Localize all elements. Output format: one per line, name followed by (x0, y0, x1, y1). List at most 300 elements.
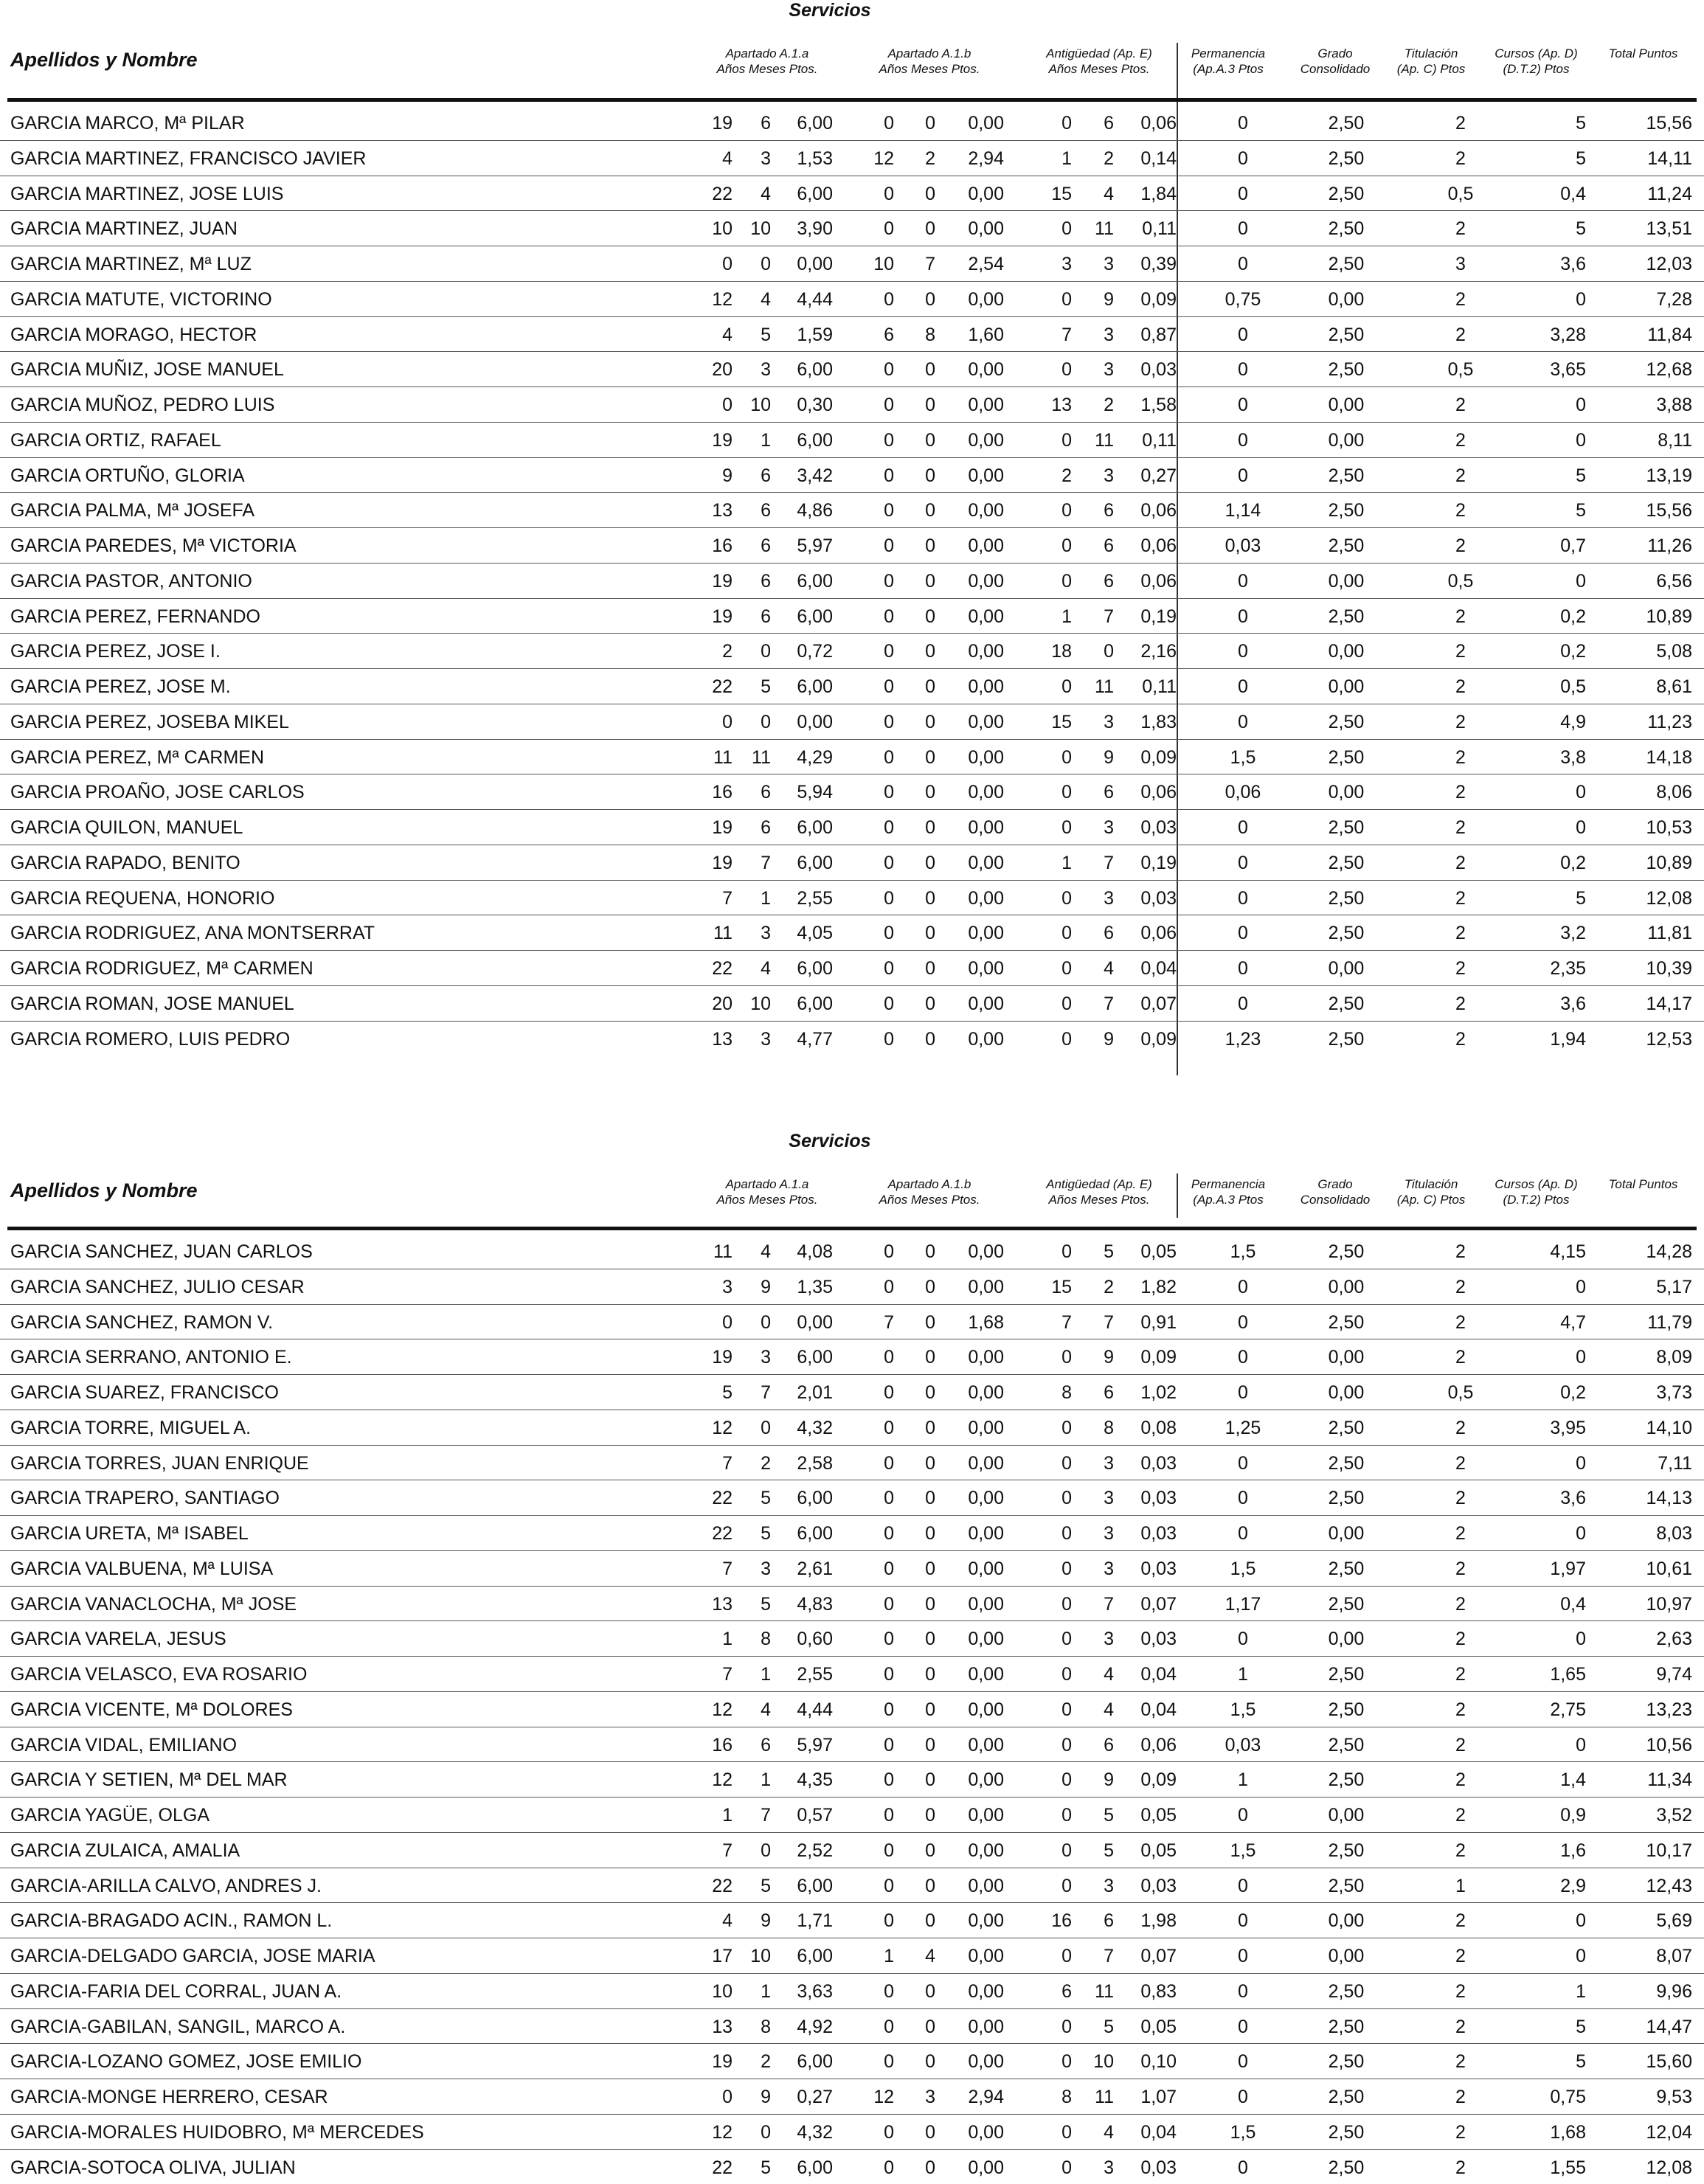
cell-a1b-ptos: 0,00 (944, 852, 1004, 874)
cell-total: 12,68 (1623, 358, 1692, 381)
cell-cursos: 4,9 (1520, 711, 1586, 733)
cell-antig-meses: 3 (1081, 1628, 1114, 1650)
cell-antig-meses: 8 (1081, 1417, 1114, 1439)
cell-permanencia: 0 (1210, 148, 1276, 170)
cell-name: GARCIA-LOZANO GOMEZ, JOSE EMILIO (10, 2050, 361, 2073)
cell-permanencia: 1 (1210, 1663, 1276, 1685)
cell-a1a-anos: 20 (701, 358, 732, 381)
cell-grado: 2,50 (1309, 535, 1383, 557)
cell-cursos: 0 (1520, 429, 1586, 451)
cell-antig-ptos: 0,03 (1121, 358, 1177, 381)
table-row (0, 1691, 1704, 1727)
cell-a1a-meses: 2 (741, 2050, 771, 2073)
cell-antig-anos: 0 (1040, 358, 1072, 381)
cell-permanencia: 0,03 (1210, 535, 1276, 557)
cell-name: GARCIA MUÑIZ, JOSE MANUEL (10, 358, 284, 381)
cell-a1b-meses: 0 (904, 1558, 935, 1580)
cell-titulacion: 2 (1438, 2157, 1483, 2179)
cell-a1b-ptos: 0,00 (944, 288, 1004, 311)
cell-antig-meses: 3 (1081, 817, 1114, 839)
cell-a1b-anos: 10 (863, 253, 894, 275)
cell-a1b-ptos: 0,00 (944, 2016, 1004, 2038)
cell-total: 14,17 (1623, 993, 1692, 1015)
cell-grado: 2,50 (1309, 499, 1383, 521)
cell-a1b-anos: 0 (863, 781, 894, 803)
table-row (0, 1234, 1704, 1269)
data-rows (0, 105, 1704, 1055)
cell-total: 7,11 (1623, 1452, 1692, 1474)
cell-titulacion: 2 (1438, 1699, 1483, 1721)
cell-titulacion: 1 (1438, 1875, 1483, 1897)
cell-antig-anos: 3 (1040, 253, 1072, 275)
cell-a1b-meses: 0 (904, 887, 935, 909)
cell-antig-ptos: 0,07 (1121, 1593, 1177, 1615)
header-rule (7, 98, 1697, 102)
cell-cursos: 2,75 (1520, 1699, 1586, 1721)
cell-a1b-anos: 0 (863, 1628, 894, 1650)
cell-permanencia: 0 (1210, 394, 1276, 416)
cell-total: 10,61 (1623, 1558, 1692, 1580)
cell-antig-meses: 4 (1081, 2121, 1114, 2143)
cell-cursos: 0 (1520, 817, 1586, 839)
cell-grado: 2,50 (1309, 218, 1383, 240)
cell-total: 10,17 (1623, 1840, 1692, 1862)
cell-a1b-meses: 0 (904, 957, 935, 980)
cell-a1a-meses: 4 (741, 957, 771, 980)
cell-grado: 2,50 (1309, 112, 1383, 134)
cell-titulacion: 2 (1438, 1346, 1483, 1368)
header-grado: Grado Consolidado (1287, 46, 1383, 77)
cell-antig-meses: 11 (1081, 676, 1114, 698)
cell-titulacion: 2 (1438, 1945, 1483, 1967)
cell-a1a-meses: 9 (741, 2086, 771, 2108)
cell-a1b-meses: 0 (904, 1628, 935, 1650)
cell-a1a-meses: 6 (741, 781, 771, 803)
cell-titulacion: 2 (1438, 1769, 1483, 1791)
cell-a1a-ptos: 3,90 (782, 218, 833, 240)
cell-antig-meses: 7 (1081, 993, 1114, 1015)
cell-a1b-ptos: 0,00 (944, 358, 1004, 381)
table-row (0, 1269, 1704, 1304)
cell-a1b-meses: 0 (904, 1734, 935, 1756)
table-row (0, 1832, 1704, 1868)
cell-antig-ptos: 0,06 (1121, 499, 1177, 521)
cell-a1b-meses: 0 (904, 429, 935, 451)
cell-antig-ptos: 0,05 (1121, 1804, 1177, 1826)
cell-titulacion: 2 (1438, 2121, 1483, 2143)
cell-name: GARCIA-MONGE HERRERO, CESAR (10, 2086, 328, 2108)
cell-a1a-meses: 7 (741, 1382, 771, 1404)
cell-permanencia: 0 (1210, 1945, 1276, 1967)
header-name: Apellidos y Nombre (10, 1179, 198, 1202)
cell-antig-ptos: 0,03 (1121, 1487, 1177, 1509)
header-titulacion: Titulación (Ap. C) Ptos (1387, 46, 1475, 77)
cell-antig-ptos: 0,07 (1121, 993, 1177, 1015)
cell-a1a-meses: 3 (741, 358, 771, 381)
cell-a1a-ptos: 6,00 (782, 2157, 833, 2179)
cell-antig-meses: 3 (1081, 253, 1114, 275)
cell-grado: 2,50 (1309, 1980, 1383, 2003)
cell-a1a-meses: 5 (741, 324, 771, 346)
cell-a1b-meses: 0 (904, 746, 935, 769)
cell-name: GARCIA RAPADO, BENITO (10, 852, 240, 874)
cell-a1a-ptos: 6,00 (782, 993, 833, 1015)
cell-name: GARCIA TORRE, MIGUEL A. (10, 1417, 251, 1439)
cell-a1b-ptos: 0,00 (944, 1522, 1004, 1545)
cell-name: GARCIA SANCHEZ, JULIO CESAR (10, 1276, 305, 1298)
cell-cursos: 0 (1520, 1910, 1586, 1932)
cell-antig-anos: 7 (1040, 324, 1072, 346)
cell-a1b-anos: 0 (863, 394, 894, 416)
cell-a1a-anos: 19 (701, 570, 732, 592)
cell-antig-meses: 6 (1081, 1382, 1114, 1404)
cell-cursos: 0 (1520, 394, 1586, 416)
cell-permanencia: 0 (1210, 993, 1276, 1015)
cell-antig-ptos: 0,06 (1121, 570, 1177, 592)
cell-a1a-ptos: 6,00 (782, 676, 833, 698)
cell-a1a-ptos: 2,55 (782, 887, 833, 909)
cell-a1b-meses: 0 (904, 394, 935, 416)
cell-a1a-anos: 9 (701, 465, 732, 487)
cell-total: 8,06 (1623, 781, 1692, 803)
table-row (0, 563, 1704, 598)
table-row (0, 1797, 1704, 1832)
cell-a1a-ptos: 6,00 (782, 852, 833, 874)
cell-a1b-meses: 0 (904, 535, 935, 557)
cell-a1a-meses: 1 (741, 429, 771, 451)
cell-grado: 0,00 (1309, 1945, 1383, 1967)
cell-a1b-ptos: 0,00 (944, 183, 1004, 205)
cell-name: GARCIA MARTINEZ, FRANCISCO JAVIER (10, 148, 366, 170)
cell-total: 6,56 (1623, 570, 1692, 592)
cell-cursos: 0,2 (1520, 852, 1586, 874)
cell-total: 10,89 (1623, 852, 1692, 874)
header-total: Total Puntos (1593, 1176, 1693, 1192)
cell-titulacion: 2 (1438, 1241, 1483, 1263)
cell-grado: 2,50 (1309, 2050, 1383, 2073)
cell-name: GARCIA MATUTE, VICTORINO (10, 288, 272, 311)
cell-a1b-anos: 0 (863, 1028, 894, 1050)
cell-titulacion: 2 (1438, 781, 1483, 803)
cell-a1b-ptos: 0,00 (944, 1382, 1004, 1404)
cell-a1b-meses: 0 (904, 2050, 935, 2073)
cell-a1b-ptos: 0,00 (944, 1276, 1004, 1298)
cell-a1b-meses: 0 (904, 2157, 935, 2179)
cell-total: 5,08 (1623, 640, 1692, 662)
cell-a1a-meses: 6 (741, 112, 771, 134)
cell-a1b-meses: 0 (904, 499, 935, 521)
cell-a1b-anos: 0 (863, 1452, 894, 1474)
cell-a1b-meses: 0 (904, 2016, 935, 2038)
cell-a1a-anos: 2 (701, 640, 732, 662)
cell-antig-ptos: 1,83 (1121, 711, 1177, 733)
cell-titulacion: 2 (1438, 288, 1483, 311)
cell-a1a-ptos: 4,08 (782, 1241, 833, 1263)
cell-total: 12,08 (1623, 887, 1692, 909)
column-separator (1177, 1174, 1178, 1218)
cell-antig-meses: 9 (1081, 288, 1114, 311)
cell-a1b-ptos: 0,00 (944, 606, 1004, 628)
section-title: Servicios (0, 0, 1660, 21)
cell-a1a-ptos: 0,00 (782, 1311, 833, 1334)
cell-a1a-ptos: 0,00 (782, 711, 833, 733)
cell-titulacion: 2 (1438, 1558, 1483, 1580)
cell-antig-meses: 5 (1081, 2016, 1114, 2038)
cell-a1a-ptos: 6,00 (782, 1945, 833, 1967)
cell-a1a-anos: 3 (701, 1276, 732, 1298)
cell-cursos: 3,65 (1520, 358, 1586, 381)
cell-total: 8,09 (1623, 1346, 1692, 1368)
cell-a1b-anos: 0 (863, 852, 894, 874)
cell-antig-anos: 0 (1040, 1593, 1072, 1615)
cell-cursos: 0 (1520, 1734, 1586, 1756)
cell-a1a-ptos: 6,00 (782, 1346, 833, 1368)
cell-cursos: 5 (1520, 465, 1586, 487)
cell-grado: 0,00 (1309, 676, 1383, 698)
cell-total: 5,69 (1623, 1910, 1692, 1932)
cell-a1b-ptos: 0,00 (944, 1628, 1004, 1650)
cell-antig-meses: 7 (1081, 852, 1114, 874)
cell-a1a-meses: 7 (741, 1804, 771, 1826)
cell-titulacion: 2 (1438, 711, 1483, 733)
cell-permanencia: 0 (1210, 2086, 1276, 2108)
cell-a1b-anos: 0 (863, 1804, 894, 1826)
cell-permanencia: 0 (1210, 1487, 1276, 1509)
cell-antig-ptos: 0,03 (1121, 887, 1177, 909)
cell-antig-meses: 9 (1081, 1346, 1114, 1368)
cell-a1a-anos: 22 (701, 2157, 732, 2179)
cell-grado: 2,50 (1309, 1558, 1383, 1580)
cell-antig-meses: 6 (1081, 535, 1114, 557)
cell-grado: 2,50 (1309, 1593, 1383, 1615)
cell-a1b-ptos: 0,00 (944, 429, 1004, 451)
cell-antig-anos: 0 (1040, 570, 1072, 592)
cell-antig-meses: 4 (1081, 1663, 1114, 1685)
cell-antig-meses: 5 (1081, 1804, 1114, 1826)
cell-total: 11,84 (1623, 324, 1692, 346)
cell-a1a-anos: 10 (701, 218, 732, 240)
cell-a1b-ptos: 0,00 (944, 1910, 1004, 1932)
cell-antig-ptos: 0,04 (1121, 1663, 1177, 1685)
cell-name: GARCIA MARTINEZ, JUAN (10, 218, 238, 240)
cell-a1b-ptos: 2,54 (944, 253, 1004, 275)
cell-total: 8,11 (1623, 429, 1692, 451)
cell-name: GARCIA MARTINEZ, JOSE LUIS (10, 183, 283, 205)
cell-a1b-anos: 1 (863, 1945, 894, 1967)
cell-antig-anos: 0 (1040, 2050, 1072, 2073)
cell-a1b-anos: 0 (863, 1734, 894, 1756)
cell-antig-anos: 15 (1040, 183, 1072, 205)
cell-grado: 2,50 (1309, 1699, 1383, 1721)
cell-cursos: 5 (1520, 112, 1586, 134)
cell-antig-meses: 3 (1081, 887, 1114, 909)
cell-titulacion: 0,5 (1438, 570, 1483, 592)
cell-a1b-anos: 0 (863, 1593, 894, 1615)
cell-a1b-ptos: 0,00 (944, 2157, 1004, 2179)
cell-a1a-ptos: 0,72 (782, 640, 833, 662)
cell-grado: 2,50 (1309, 852, 1383, 874)
cell-titulacion: 2 (1438, 1417, 1483, 1439)
cell-permanencia: 0 (1210, 606, 1276, 628)
cell-a1a-meses: 1 (741, 887, 771, 909)
cell-permanencia: 0 (1210, 112, 1276, 134)
cell-grado: 0,00 (1309, 570, 1383, 592)
cell-a1b-anos: 0 (863, 218, 894, 240)
cell-permanencia: 1,5 (1210, 1699, 1276, 1721)
cell-grado: 2,50 (1309, 1734, 1383, 1756)
cell-antig-anos: 0 (1040, 781, 1072, 803)
cell-a1b-meses: 0 (904, 852, 935, 874)
cell-a1a-ptos: 6,00 (782, 183, 833, 205)
cell-total: 13,23 (1623, 1699, 1692, 1721)
cell-cursos: 1,55 (1520, 2157, 1586, 2179)
cell-cursos: 5 (1520, 2050, 1586, 2073)
cell-a1b-ptos: 0,00 (944, 887, 1004, 909)
cell-permanencia: 1,17 (1210, 1593, 1276, 1615)
cell-a1b-anos: 0 (863, 1522, 894, 1545)
header-permanencia: Permanencia (Ap.A.3 Ptos (1184, 46, 1272, 77)
cell-a1b-ptos: 0,00 (944, 1346, 1004, 1368)
cell-a1a-anos: 13 (701, 1028, 732, 1050)
cell-permanencia: 0,75 (1210, 288, 1276, 311)
cell-name: GARCIA Y SETIEN, Mª DEL MAR (10, 1769, 288, 1791)
cell-a1a-meses: 0 (741, 2121, 771, 2143)
cell-antig-ptos: 1,98 (1121, 1910, 1177, 1932)
cell-total: 14,10 (1623, 1417, 1692, 1439)
cell-titulacion: 2 (1438, 1910, 1483, 1932)
cell-a1a-ptos: 4,44 (782, 288, 833, 311)
header-total: Total Puntos (1593, 46, 1693, 61)
header-permanencia: Permanencia (Ap.A.3 Ptos (1184, 1176, 1272, 1207)
table-row (0, 422, 1704, 457)
cell-total: 11,26 (1623, 535, 1692, 557)
cell-a1b-anos: 0 (863, 606, 894, 628)
cell-a1a-ptos: 2,52 (782, 1840, 833, 1862)
cell-titulacion: 2 (1438, 1522, 1483, 1545)
table-row (0, 2008, 1704, 2044)
cell-name: GARCIA PASTOR, ANTONIO (10, 570, 252, 592)
cell-name: GARCIA YAGÜE, OLGA (10, 1804, 209, 1826)
cell-a1a-anos: 12 (701, 1417, 732, 1439)
cell-a1a-ptos: 1,35 (782, 1276, 833, 1298)
cell-a1a-meses: 8 (741, 2016, 771, 2038)
cell-permanencia: 1,23 (1210, 1028, 1276, 1050)
cell-a1a-ptos: 1,59 (782, 324, 833, 346)
cell-titulacion: 2 (1438, 852, 1483, 874)
cell-cursos: 0 (1520, 1346, 1586, 1368)
cell-a1b-anos: 0 (863, 817, 894, 839)
cell-name: GARCIA VELASCO, EVA ROSARIO (10, 1663, 307, 1685)
cell-name: GARCIA PEREZ, JOSE M. (10, 676, 231, 698)
cell-a1a-ptos: 1,53 (782, 148, 833, 170)
table-row (0, 1304, 1704, 1339)
header-titulacion: Titulación (Ap. C) Ptos (1387, 1176, 1475, 1207)
cell-a1b-anos: 0 (863, 746, 894, 769)
cell-a1a-anos: 0 (701, 711, 732, 733)
cell-titulacion: 2 (1438, 2016, 1483, 2038)
cell-a1b-ptos: 0,00 (944, 1558, 1004, 1580)
cell-a1b-meses: 0 (904, 922, 935, 944)
cell-antig-meses: 3 (1081, 2157, 1114, 2179)
cell-permanencia: 0 (1210, 570, 1276, 592)
cell-a1a-meses: 4 (741, 183, 771, 205)
header-cursos: Cursos (Ap. D) (D.T.2) Ptos (1483, 46, 1590, 77)
cell-a1b-anos: 0 (863, 570, 894, 592)
table-row (0, 2149, 1704, 2184)
cell-grado: 0,00 (1309, 1346, 1383, 1368)
cell-antig-anos: 15 (1040, 1276, 1072, 1298)
cell-a1a-anos: 16 (701, 535, 732, 557)
cell-permanencia: 0 (1210, 852, 1276, 874)
cell-antig-anos: 0 (1040, 887, 1072, 909)
cell-a1b-anos: 0 (863, 429, 894, 451)
cell-total: 3,73 (1623, 1382, 1692, 1404)
cell-name: GARCIA RODRIGUEZ, ANA MONTSERRAT (10, 922, 375, 944)
cell-antig-meses: 6 (1081, 499, 1114, 521)
cell-a1b-meses: 7 (904, 253, 935, 275)
cell-a1b-ptos: 0,00 (944, 1769, 1004, 1791)
cell-name: GARCIA SANCHEZ, JUAN CARLOS (10, 1241, 313, 1263)
table-row (0, 1339, 1704, 1374)
cell-antig-anos: 0 (1040, 1663, 1072, 1685)
cell-grado: 2,50 (1309, 1417, 1383, 1439)
cell-titulacion: 2 (1438, 1840, 1483, 1862)
table-row (0, 1374, 1704, 1410)
cell-a1b-meses: 0 (904, 640, 935, 662)
cell-name: GARCIA TRAPERO, SANTIAGO (10, 1487, 280, 1509)
cell-a1a-anos: 19 (701, 2050, 732, 2073)
table-row (0, 809, 1704, 845)
cell-a1b-ptos: 1,68 (944, 1311, 1004, 1334)
cell-a1a-ptos: 0,57 (782, 1804, 833, 1826)
cell-grado: 2,50 (1309, 817, 1383, 839)
cell-antig-meses: 6 (1081, 781, 1114, 803)
header-antiguedad: Antigüedad (Ap. E) Años Meses Ptos. (1018, 46, 1180, 77)
cell-permanencia: 0 (1210, 465, 1276, 487)
cell-a1b-meses: 0 (904, 1663, 935, 1685)
cell-name: GARCIA PEREZ, JOSE I. (10, 640, 221, 662)
cell-a1a-anos: 19 (701, 429, 732, 451)
cell-permanencia: 0 (1210, 817, 1276, 839)
cell-a1b-ptos: 0,00 (944, 112, 1004, 134)
cell-a1b-meses: 0 (904, 218, 935, 240)
cell-antig-ptos: 1,07 (1121, 2086, 1177, 2108)
cell-a1a-anos: 22 (701, 957, 732, 980)
cell-grado: 0,00 (1309, 640, 1383, 662)
cell-a1a-anos: 10 (701, 1980, 732, 2003)
cell-a1b-ptos: 0,00 (944, 993, 1004, 1015)
cell-total: 8,07 (1623, 1945, 1692, 1967)
cell-titulacion: 2 (1438, 957, 1483, 980)
cell-grado: 0,00 (1309, 1804, 1383, 1826)
cell-total: 12,03 (1623, 253, 1692, 275)
cell-antig-anos: 0 (1040, 1558, 1072, 1580)
cell-name: GARCIA-MORALES HUIDOBRO, Mª MERCEDES (10, 2121, 424, 2143)
cell-a1b-ptos: 1,60 (944, 324, 1004, 346)
cell-name: GARCIA MUÑOZ, PEDRO LUIS (10, 394, 274, 416)
cell-a1a-meses: 6 (741, 817, 771, 839)
cell-a1a-ptos: 5,97 (782, 535, 833, 557)
header-cursos: Cursos (Ap. D) (D.T.2) Ptos (1483, 1176, 1590, 1207)
cell-total: 15,56 (1623, 112, 1692, 134)
cell-cursos: 0,7 (1520, 535, 1586, 557)
cell-a1a-meses: 10 (741, 218, 771, 240)
cell-a1a-anos: 12 (701, 1769, 732, 1791)
cell-a1a-anos: 0 (701, 253, 732, 275)
cell-antig-anos: 0 (1040, 957, 1072, 980)
cell-a1b-meses: 0 (904, 358, 935, 381)
cell-a1b-anos: 0 (863, 676, 894, 698)
